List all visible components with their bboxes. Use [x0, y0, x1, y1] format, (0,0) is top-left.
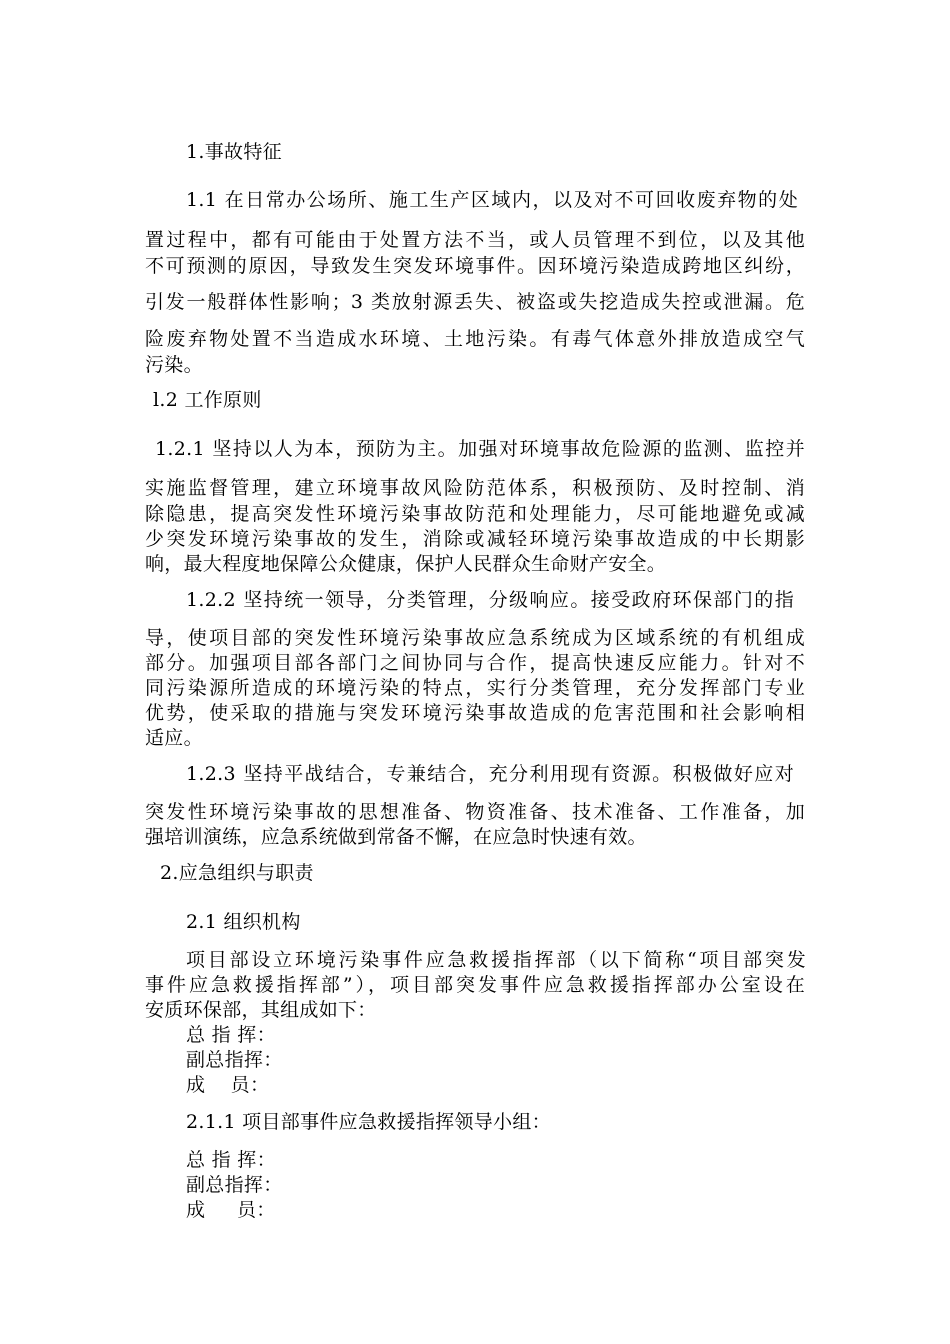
- paragraph-line: 1.2.1 坚持以人为本，预防为主。加强对环境事故危险源的监测、监控并: [155, 438, 805, 460]
- paragraph-line: 置过程中，都有可能由于处置方法不当，或人员管理不到位，以及其他: [145, 229, 805, 251]
- role-commander: 总 指 挥：: [186, 1024, 276, 1046]
- paragraph-line: 引发一般群体性影响；3 类放射源丢失、被盗或失挖造成失控或泄漏。危: [145, 291, 805, 313]
- heading-accident-features: 1.事故特征: [186, 141, 282, 163]
- heading-leadership-group: 2.1.1 项目部事件应急救援指挥领导小组：: [186, 1111, 551, 1133]
- paragraph-line: 污染。: [145, 354, 203, 376]
- paragraph-line: 优势，使采取的措施与突发环境污染事故造成的危害范围和社会影响相: [145, 702, 805, 724]
- role-deputy-commander: 副总指挥：: [186, 1049, 283, 1071]
- paragraph-line: 部分。加强项目部各部门之间协同与合作，提高快速反应能力。针对不: [145, 652, 805, 674]
- role-members: 成 员：: [186, 1074, 270, 1096]
- role-commander: 总 指 挥：: [186, 1149, 276, 1171]
- paragraph-line: 项目部设立环境污染事件应急救援指挥部（以下简称“项目部突发: [186, 949, 806, 971]
- paragraph-line: 1.2.3 坚持平战结合，专兼结合，充分利用现有资源。积极做好应对: [186, 763, 794, 785]
- paragraph-line: 导，使项目部的突发性环境污染事故应急系统成为区域系统的有机组成: [145, 627, 805, 649]
- paragraph-line: 少突发环境污染事故的发生，消除或减轻环境污染事故造成的中长期影: [145, 528, 805, 550]
- paragraph-line: 强培训演练，应急系统做到常备不懈，在应急时快速有效。: [145, 826, 647, 848]
- role-deputy-commander: 副总指挥：: [186, 1174, 283, 1196]
- paragraph-line: 险废弃物处置不当造成水环境、土地污染。有毒气体意外排放造成空气: [145, 328, 805, 350]
- paragraph-line: 适应。: [145, 727, 203, 749]
- paragraph-line: 响，最大程度地保障公众健康，保护人民群众生命财产安全。: [145, 553, 667, 575]
- paragraph-line: 不可预测的原因，导致发生突发环境事件。因环境污染造成跨地区纠纷，: [145, 255, 805, 277]
- paragraph-line: 同污染源所造成的环境污染的特点，实行分类管理，充分发挥部门专业: [145, 677, 805, 699]
- paragraph-line: 1.1 在日常办公场所、施工生产区域内，以及对不可回收废弃物的处: [186, 189, 798, 211]
- heading-work-principles: l.2 工作原则: [153, 389, 262, 411]
- paragraph-line: 突发性环境污染事故的思想准备、物资准备、技术准备、工作准备，加: [145, 801, 805, 823]
- heading-emergency-organization: 2.应急组织与职责: [160, 862, 314, 884]
- paragraph-line: 安质环保部，其组成如下：: [145, 999, 377, 1021]
- paragraph-line: 1.2.2 坚持统一领导，分类管理，分级响应。接受政府环保部门的指: [186, 589, 794, 611]
- heading-organization-structure: 2.1 组织机构: [186, 911, 301, 933]
- paragraph-line: 实施监督管理，建立环境事故风险防范体系，积极预防、及时控制、消: [145, 477, 805, 499]
- paragraph-line: 除隐患，提高突发性环境污染事故防范和处理能力，尽可能地避免或减: [145, 503, 805, 525]
- paragraph-line: 事件应急救援指挥部”），项目部突发事件应急救援指挥部办公室设在: [145, 974, 805, 996]
- role-members: 成 员：: [186, 1199, 276, 1221]
